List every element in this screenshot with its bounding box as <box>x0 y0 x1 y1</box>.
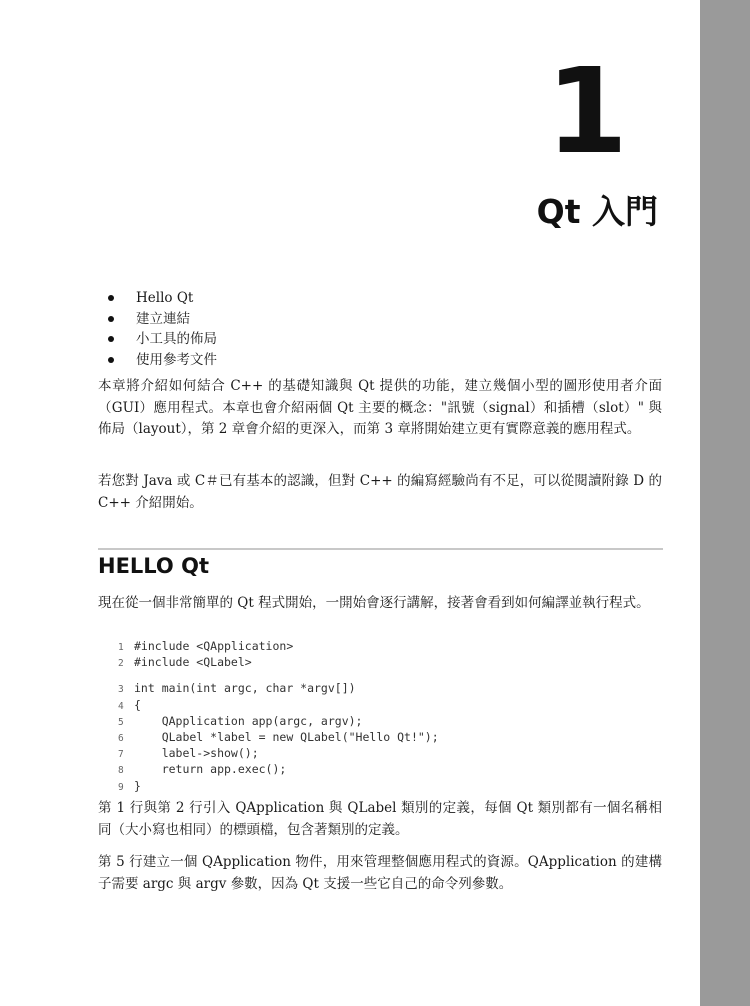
code-text: #include <QLabel> <box>134 655 252 670</box>
explanation-paragraph-lines-1-2: 第 1 行與第 2 行引入 QApplication 與 QLabel 類別的定義，每個 Qt 類別都有一個名稱相同（大小寫也相同）的標頭檔，包含著類別的定義。 <box>98 800 662 838</box>
line-number: 5 <box>118 716 124 728</box>
chapter-title: Qt 入門 <box>536 192 658 231</box>
prerequisite-paragraph: 若您對 Java 或 C＃已有基本的認識，但對 C++ 的編寫經驗尚有不足，可以從閱讀附錄 D 的 C++ 介紹開始。 <box>98 473 662 511</box>
line-number: 8 <box>118 765 124 777</box>
hello-paragraph: 現在從一個非常簡單的 Qt 程式開始，一開始會逐行講解，接著會看到如何編譯並執行程式。 <box>98 595 650 611</box>
code-line <box>118 778 658 794</box>
bullet-icon <box>108 357 114 363</box>
code-line <box>118 713 658 729</box>
code-line <box>118 697 658 713</box>
line-number: 2 <box>118 658 124 670</box>
code-text: #include <QApplication> <box>134 639 294 653</box>
code-text: QApplication app(argc, argv); <box>134 713 363 728</box>
line-number: 1 <box>118 642 124 653</box>
section-divider <box>98 548 663 550</box>
code-line <box>118 745 658 761</box>
code-line <box>118 680 658 696</box>
bullet-icon <box>108 316 114 322</box>
code-text: QLabel *label = new QLabel("Hello Qt!"); <box>134 729 439 744</box>
list-item-label: 建立連結 <box>136 310 190 327</box>
line-number: 6 <box>118 732 124 744</box>
line-number: 9 <box>118 781 124 793</box>
code-listing <box>118 638 658 794</box>
topic-list <box>108 288 217 370</box>
list-item <box>108 288 217 309</box>
section-heading: HELLO Qt <box>98 554 209 578</box>
explanation-paragraph-line-5: 第 5 行建立一個 QApplication 物件，用來管理整個應用程式的資源。QApplication 的建構子需要 argc 與 argv 參數，因為 Qt 支援一些它自己的命令列參數。 <box>98 854 662 892</box>
line-number: 4 <box>118 700 124 712</box>
side-bar <box>700 0 750 1006</box>
code-text: label->show(); <box>134 746 259 761</box>
intro-paragraph: 本章將介紹如何結合 C++ 的基礎知識與 Qt 提供的功能，建立幾個小型的圖形使用者介面（GUI）應用程式。本章也會介紹兩個 Qt 主要的概念："訊號（signal）和插槽（slot）" 與佈局（layout），第 2 章會介紹的更深入，而第 3 章將開始建立更有實際意義的應用程式。 <box>98 378 662 437</box>
list-item-label: 小工具的佈局 <box>136 331 217 347</box>
bullet-icon <box>108 336 114 342</box>
list-item <box>108 329 217 350</box>
code-text: return app.exec(); <box>134 762 287 777</box>
line-number: 7 <box>118 749 124 761</box>
bullet-icon <box>108 295 114 301</box>
list-item-label: Hello Qt <box>136 290 194 306</box>
code-line <box>118 638 658 654</box>
code-text: int main(int argc, char *argv[]) <box>134 681 356 696</box>
code-line <box>118 654 658 670</box>
code-line <box>118 761 658 777</box>
list-item <box>108 350 217 371</box>
list-item-label: 使用參考文件 <box>136 351 217 368</box>
chapter-number: 1 <box>545 42 628 180</box>
code-line <box>118 729 658 745</box>
code-text: { <box>134 697 141 712</box>
list-item <box>108 309 217 330</box>
line-number: 3 <box>118 684 124 696</box>
code-text: } <box>134 778 141 793</box>
